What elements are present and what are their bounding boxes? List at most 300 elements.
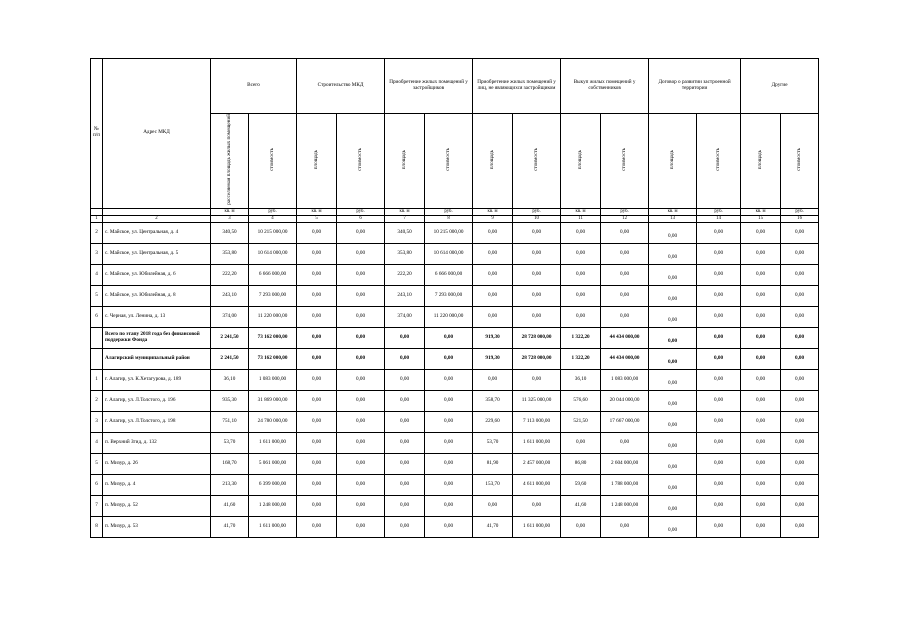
table-row	[91, 474, 819, 495]
value-cell: 5 061 000,00	[249, 453, 297, 474]
value-cell	[649, 222, 697, 243]
header-group-other: Другие	[741, 59, 819, 114]
value-cell: 0,00	[337, 453, 385, 474]
value-cell: 0,00	[385, 327, 425, 348]
value-cell: 243,10	[385, 285, 425, 306]
value-cell: 73 162 000,00	[249, 327, 297, 348]
value-cell: 0,00	[741, 432, 781, 453]
value-cell: 86,80	[561, 453, 601, 474]
column-number: 14	[697, 215, 741, 222]
value-cell: 0,00	[741, 369, 781, 390]
subheader-area: площадь	[561, 114, 601, 209]
value-cell: 0,00	[741, 327, 781, 348]
value-cell: 353,80	[385, 243, 425, 264]
column-number: 7	[385, 215, 425, 222]
value-cell: 0,00	[741, 222, 781, 243]
value-cell: 0,00	[601, 243, 649, 264]
value-cell: 0,00	[741, 474, 781, 495]
table-row-total	[91, 348, 819, 369]
value-cell: 0,00	[781, 243, 819, 264]
address-cell: с. Черная, ул. Ленина, д. 13	[103, 306, 211, 327]
value-cell: 0,00	[337, 369, 385, 390]
value-cell: 1 611 000,00	[513, 516, 561, 537]
unit-cell: руб.	[601, 208, 649, 215]
value-cell: 0,00	[513, 264, 561, 285]
value-cell: 10 614 000,00	[249, 243, 297, 264]
value-cell: 0,00	[781, 348, 819, 369]
value-cell: 2 241,50	[211, 327, 249, 348]
value-cell	[649, 390, 697, 411]
value-cell: 0,00	[337, 432, 385, 453]
value-cell: 0,00	[697, 369, 741, 390]
unit-cell: руб.	[425, 208, 473, 215]
value-cell: 0,00	[337, 474, 385, 495]
value-cell: 0,00	[697, 411, 741, 432]
value-cell: 17 667 000,00	[601, 411, 649, 432]
address-cell: г. Алагир, ул. К.Хетагурова, д. 189	[103, 369, 211, 390]
subheader-cost: стоимость	[249, 114, 297, 209]
value-cell: 81,90	[473, 453, 513, 474]
value-cell: 0,00	[297, 348, 337, 369]
value-text: 0,00	[668, 484, 678, 491]
value-cell: 0,00	[513, 222, 561, 243]
value-cell: 44 434 000,00	[601, 327, 649, 348]
header-no: № п/п	[91, 59, 103, 209]
value-cell: 0,00	[513, 495, 561, 516]
value-cell: 0,00	[425, 495, 473, 516]
subheader-cost: стоимость	[337, 114, 385, 209]
value-cell: 153,70	[473, 474, 513, 495]
value-cell: 0,00	[741, 285, 781, 306]
table-row	[91, 495, 819, 516]
value-cell: 0,00	[473, 495, 513, 516]
value-cell	[649, 474, 697, 495]
value-cell: 0,00	[385, 474, 425, 495]
value-cell: 0,00	[697, 474, 741, 495]
value-cell: 0,00	[781, 411, 819, 432]
value-cell: 2 241,50	[211, 348, 249, 369]
value-cell: 0,00	[337, 516, 385, 537]
table-row	[91, 432, 819, 453]
unit-cell: кв. м	[649, 208, 697, 215]
row-number-cell: 3	[91, 243, 103, 264]
value-cell: 0,00	[425, 474, 473, 495]
value-cell: 0,00	[297, 327, 337, 348]
row-number-cell: 6	[91, 474, 103, 495]
value-cell: 10 215 000,00	[249, 222, 297, 243]
value-cell: 11 220 000,00	[425, 306, 473, 327]
value-cell: 0,00	[781, 264, 819, 285]
value-cell: 0,00	[297, 453, 337, 474]
unit-cell: кв. м	[561, 208, 601, 215]
value-cell: 0,00	[697, 222, 741, 243]
value-cell: 41,60	[211, 495, 249, 516]
value-cell: 213,30	[211, 474, 249, 495]
subheader-cost: стоимость	[781, 114, 819, 209]
row-number-cell: 5	[91, 453, 103, 474]
row-number-cell: 6	[91, 306, 103, 327]
value-cell: 6 666 000,00	[425, 264, 473, 285]
value-text: 0,00	[668, 442, 678, 449]
value-cell: 0,00	[697, 306, 741, 327]
value-cell: 0,00	[741, 390, 781, 411]
row-number-cell: 4	[91, 264, 103, 285]
value-cell: 0,00	[337, 285, 385, 306]
resettlement-table	[90, 58, 819, 538]
value-cell: 0,00	[697, 453, 741, 474]
value-cell: 0,00	[297, 432, 337, 453]
value-cell: 59,60	[561, 474, 601, 495]
value-cell: 919,30	[473, 327, 513, 348]
table-row-total	[91, 327, 819, 348]
value-cell: 340,50	[385, 222, 425, 243]
value-cell: 0,00	[425, 516, 473, 537]
table-body	[91, 222, 819, 537]
address-cell: п. Мизур, д. 52	[103, 495, 211, 516]
table-row	[91, 369, 819, 390]
value-cell: 0,00	[781, 516, 819, 537]
value-cell: 353,80	[211, 243, 249, 264]
value-cell: 0,00	[697, 432, 741, 453]
value-cell: 6 666 000,00	[249, 264, 297, 285]
value-cell	[649, 243, 697, 264]
value-cell: 919,30	[473, 348, 513, 369]
value-text: 0,00	[668, 274, 678, 281]
value-cell: 41,70	[473, 516, 513, 537]
value-cell: 0,00	[781, 474, 819, 495]
address-cell: п. Верхний Згид, д. 132	[103, 432, 211, 453]
value-cell: 0,00	[385, 390, 425, 411]
value-cell	[649, 369, 697, 390]
value-cell: 53,70	[211, 432, 249, 453]
value-cell	[649, 495, 697, 516]
row-number-cell	[91, 327, 103, 348]
unit-cell: руб.	[781, 208, 819, 215]
column-number: 5	[297, 215, 337, 222]
column-number: 13	[649, 215, 697, 222]
value-text: 0,00	[668, 526, 678, 533]
value-cell: 358,70	[473, 390, 513, 411]
row-number-cell: 5	[91, 285, 103, 306]
value-cell: 0,00	[385, 348, 425, 369]
value-cell: 0,00	[337, 243, 385, 264]
header-group-developers: Приобретение жилых помещений у застройщиков	[385, 59, 473, 114]
address-cell: г. Алагир, ул. Л.Толстого, д. 196	[103, 390, 211, 411]
value-cell: 0,00	[297, 222, 337, 243]
unit-cell: кв. м	[473, 208, 513, 215]
value-cell: 44 434 000,00	[601, 348, 649, 369]
value-cell: 0,00	[697, 327, 741, 348]
value-cell: 0,00	[297, 390, 337, 411]
value-cell	[649, 327, 697, 348]
table-row	[91, 264, 819, 285]
value-text: 0,00	[668, 400, 678, 407]
value-text: 0,00	[668, 505, 678, 512]
value-cell: 36,10	[561, 369, 601, 390]
value-cell: 0,00	[697, 285, 741, 306]
value-cell: 243,10	[211, 285, 249, 306]
value-cell: 0,00	[385, 495, 425, 516]
value-cell: 2 457 000,00	[513, 453, 561, 474]
value-cell: 0,00	[781, 327, 819, 348]
value-cell: 0,00	[297, 474, 337, 495]
row-number-cell	[91, 348, 103, 369]
value-cell: 0,00	[337, 306, 385, 327]
value-cell: 0,00	[561, 432, 601, 453]
value-cell: 28 728 000,00	[513, 327, 561, 348]
value-cell: 0,00	[297, 411, 337, 432]
value-cell: 0,00	[781, 222, 819, 243]
value-cell: 0,00	[561, 306, 601, 327]
value-cell: 0,00	[473, 369, 513, 390]
value-cell: 0,00	[697, 348, 741, 369]
table-row	[91, 243, 819, 264]
value-cell: 0,00	[741, 495, 781, 516]
address-cell: с. Майское, ул. Центральная, д. 5	[103, 243, 211, 264]
value-cell: 0,00	[425, 390, 473, 411]
table-row	[91, 285, 819, 306]
value-cell: 0,00	[561, 243, 601, 264]
value-cell: 0,00	[697, 264, 741, 285]
value-cell: 0,00	[781, 453, 819, 474]
column-number: 2	[103, 215, 211, 222]
column-number: 3	[211, 215, 249, 222]
value-cell: 0,00	[473, 243, 513, 264]
value-cell	[649, 306, 697, 327]
value-cell: 1 611 000,00	[249, 432, 297, 453]
subheader-cost: стоимость	[697, 114, 741, 209]
value-cell: 41,60	[561, 495, 601, 516]
value-cell: 6 399 000,00	[249, 474, 297, 495]
value-cell: 1 322,20	[561, 348, 601, 369]
value-cell: 1 248 000,00	[601, 495, 649, 516]
value-cell: 0,00	[601, 285, 649, 306]
table-row	[91, 390, 819, 411]
value-cell: 222,20	[385, 264, 425, 285]
value-cell: 73 162 000,00	[249, 348, 297, 369]
value-cell: 11 220 000,00	[249, 306, 297, 327]
value-cell: 1 788 000,00	[601, 474, 649, 495]
value-cell: 1 611 000,00	[249, 516, 297, 537]
subheader-total-area: расселяемая площадь жилых помещений	[211, 114, 249, 209]
value-text: 0,00	[668, 463, 678, 470]
value-cell: 0,00	[561, 516, 601, 537]
column-number: 16	[781, 215, 819, 222]
value-cell: 1 611 000,00	[513, 432, 561, 453]
column-number: 12	[601, 215, 649, 222]
value-text: 0,00	[668, 253, 678, 260]
table-row	[91, 411, 819, 432]
value-cell	[649, 264, 697, 285]
unit-cell: руб.	[249, 208, 297, 215]
value-cell: 0,00	[337, 264, 385, 285]
column-number: 15	[741, 215, 781, 222]
value-cell	[649, 432, 697, 453]
value-cell: 0,00	[337, 495, 385, 516]
subheader-area: площадь	[649, 114, 697, 209]
value-cell: 0,00	[513, 285, 561, 306]
column-number: 8	[425, 215, 473, 222]
value-cell: 0,00	[601, 222, 649, 243]
value-cell: 0,00	[697, 243, 741, 264]
table-row	[91, 516, 819, 537]
value-cell: 0,00	[741, 411, 781, 432]
header-group-development-contract: Договор о развитии застроенной территории	[649, 59, 741, 114]
value-cell: 0,00	[297, 495, 337, 516]
value-text: 0,00	[668, 358, 678, 365]
column-numbers-row	[91, 215, 819, 222]
value-cell: 0,00	[781, 369, 819, 390]
value-cell: 0,00	[425, 453, 473, 474]
value-cell	[649, 411, 697, 432]
value-cell: 0,00	[385, 432, 425, 453]
value-cell: 31 869 000,00	[249, 390, 297, 411]
value-cell: 0,00	[425, 432, 473, 453]
value-cell: 28 728 000,00	[513, 348, 561, 369]
address-cell: Алагирский муниципальный район	[103, 348, 211, 369]
value-cell: 10 215 000,00	[425, 222, 473, 243]
value-cell: 0,00	[425, 327, 473, 348]
subheader-area: площадь	[741, 114, 781, 209]
column-number: 9	[473, 215, 513, 222]
value-cell: 0,00	[601, 306, 649, 327]
header-group-non-developers: Приобретение жилых помещений у лиц, не являющихся застройщиком	[473, 59, 561, 114]
value-cell: 0,00	[561, 222, 601, 243]
subheader-area: площадь	[473, 114, 513, 209]
address-cell: п. Мизур, д. 26	[103, 453, 211, 474]
value-cell: 0,00	[781, 432, 819, 453]
unit-cell: кв. м	[385, 208, 425, 215]
value-cell: 2 604 000,00	[601, 453, 649, 474]
value-cell	[649, 285, 697, 306]
unit-cell: руб.	[697, 208, 741, 215]
value-cell: 41,70	[211, 516, 249, 537]
row-number-cell: 3	[91, 411, 103, 432]
value-text: 0,00	[668, 295, 678, 302]
address-cell: п. Мизур, д. 53	[103, 516, 211, 537]
value-cell: 0,00	[297, 306, 337, 327]
value-cell: 1 083 000,00	[249, 369, 297, 390]
value-cell: 0,00	[385, 516, 425, 537]
value-cell: 0,00	[425, 369, 473, 390]
value-cell: 53,70	[473, 432, 513, 453]
value-cell: 0,00	[513, 243, 561, 264]
value-text: 0,00	[668, 316, 678, 323]
value-cell: 0,00	[385, 369, 425, 390]
value-cell: 4 611 000,00	[513, 474, 561, 495]
value-cell: 0,00	[337, 390, 385, 411]
subheader-cost: стоимость	[513, 114, 561, 209]
value-cell: 0,00	[385, 453, 425, 474]
row-number-cell: 8	[91, 516, 103, 537]
value-cell: 1 083 000,00	[601, 369, 649, 390]
value-cell: 10 614 000,00	[425, 243, 473, 264]
value-cell: 1 248 000,00	[249, 495, 297, 516]
address-cell: п. Мизур, д. 4	[103, 474, 211, 495]
value-cell: 0,00	[337, 222, 385, 243]
header-group-buyout: Выкуп жилых помещений у собственников	[561, 59, 649, 114]
value-cell: 0,00	[473, 264, 513, 285]
value-cell: 0,00	[425, 411, 473, 432]
unit-cell: руб.	[337, 208, 385, 215]
value-cell: 20 044 000,00	[601, 390, 649, 411]
value-cell: 36,10	[211, 369, 249, 390]
header-address: Адрес МКД	[103, 59, 211, 209]
value-cell: 935,30	[211, 390, 249, 411]
value-text: 0,00	[668, 337, 678, 344]
value-cell: 168,70	[211, 453, 249, 474]
value-cell: 0,00	[425, 348, 473, 369]
value-cell: 7 113 000,00	[513, 411, 561, 432]
header-group-total: Всего	[211, 59, 297, 114]
row-number-cell: 4	[91, 432, 103, 453]
value-text: 0,00	[668, 232, 678, 239]
table-row	[91, 306, 819, 327]
value-cell: 0,00	[741, 516, 781, 537]
value-cell: 0,00	[781, 390, 819, 411]
value-cell: 0,00	[337, 411, 385, 432]
column-number: 6	[337, 215, 385, 222]
value-cell: 0,00	[601, 264, 649, 285]
table-row	[91, 453, 819, 474]
value-text: 0,00	[668, 421, 678, 428]
value-cell: 0,00	[741, 243, 781, 264]
column-number: 10	[513, 215, 561, 222]
units-row	[91, 208, 819, 215]
subheader-area: площадь	[297, 114, 337, 209]
unit-cell: кв. м	[211, 208, 249, 215]
value-cell: 0,00	[781, 285, 819, 306]
value-cell: 0,00	[513, 369, 561, 390]
address-cell: г. Алагир, ул. Л.Толстого, д. 198	[103, 411, 211, 432]
header-group-construction: Строительство МКД	[297, 59, 385, 114]
value-cell: 0,00	[297, 264, 337, 285]
value-cell: 0,00	[297, 369, 337, 390]
address-cell: с. Майское, ул. Юбилейная, д. 6	[103, 264, 211, 285]
value-cell	[649, 516, 697, 537]
value-cell: 0,00	[297, 516, 337, 537]
row-number-cell: 2	[91, 222, 103, 243]
value-cell: 1 322,20	[561, 327, 601, 348]
value-cell: 0,00	[741, 348, 781, 369]
document-page	[90, 58, 806, 538]
value-cell: 521,50	[561, 411, 601, 432]
value-text: 0,00	[668, 379, 678, 386]
unit-cell: кв. м	[741, 208, 781, 215]
value-cell: 0,00	[697, 516, 741, 537]
subheader-cost: стоимость	[425, 114, 473, 209]
value-cell: 0,00	[741, 306, 781, 327]
value-cell: 0,00	[473, 285, 513, 306]
row-number-cell: 7	[91, 495, 103, 516]
value-cell: 0,00	[561, 285, 601, 306]
unit-cell: руб.	[513, 208, 561, 215]
value-cell: 0,00	[781, 495, 819, 516]
subheader-area: площадь	[385, 114, 425, 209]
unit-cell: кв. м	[297, 208, 337, 215]
value-cell: 0,00	[337, 348, 385, 369]
value-cell	[649, 453, 697, 474]
address-cell: с. Майское, ул. Юбилейная, д. 8	[103, 285, 211, 306]
value-cell: 0,00	[473, 306, 513, 327]
value-cell: 0,00	[385, 411, 425, 432]
address-cell: Всего по этапу 2018 года без финансовой поддержки Фонда	[103, 327, 211, 348]
value-cell: 751,10	[211, 411, 249, 432]
table-row	[91, 222, 819, 243]
value-cell: 0,00	[741, 264, 781, 285]
value-cell: 0,00	[781, 306, 819, 327]
address-cell: с. Майское, ул. Центральная, д. 4	[103, 222, 211, 243]
